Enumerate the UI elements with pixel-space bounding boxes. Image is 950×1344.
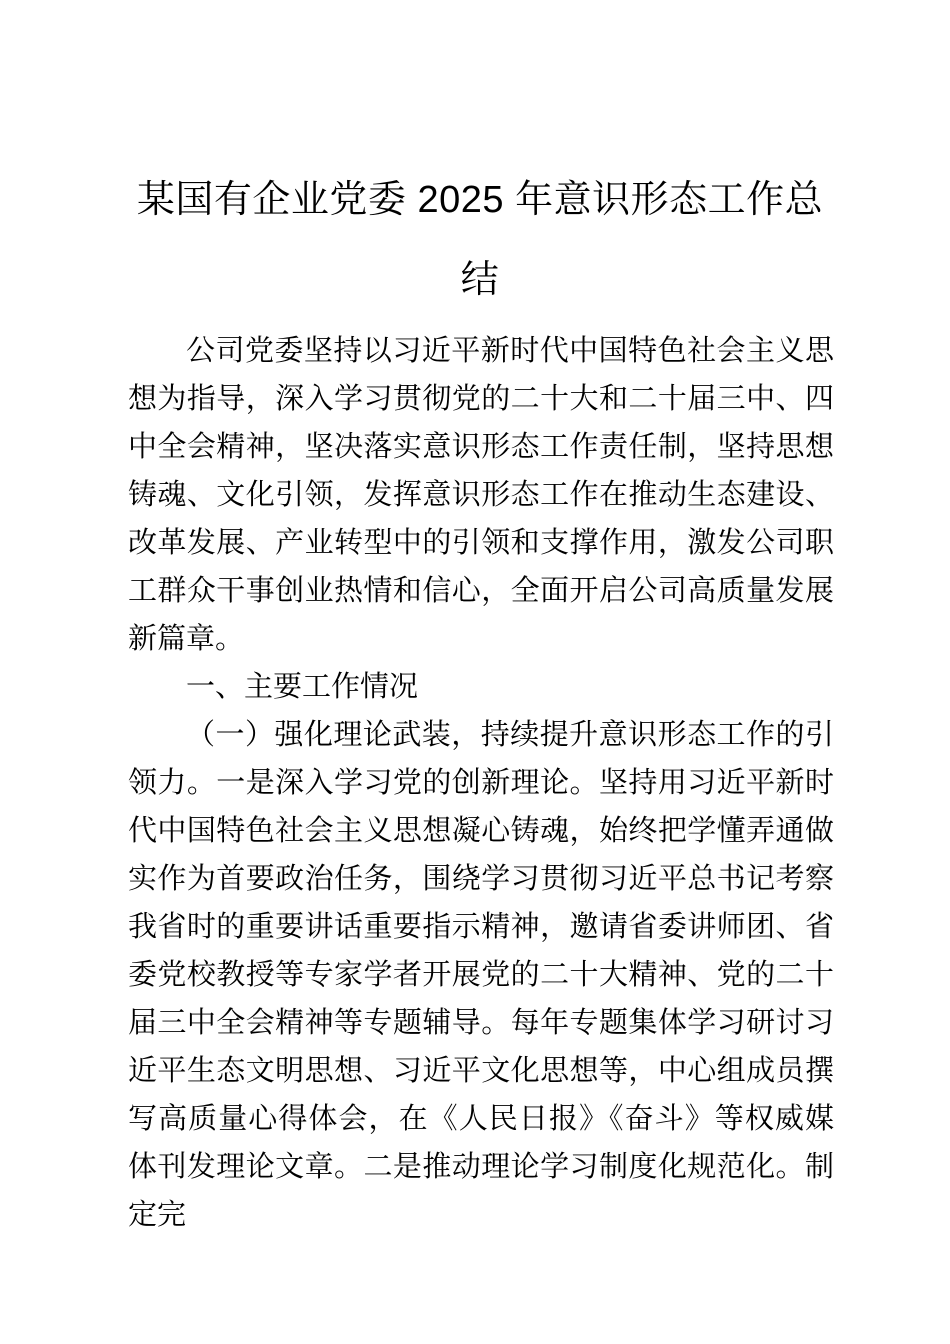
paragraph-subsection-one-one: （一）强化理论武装，持续提升意识形态工作的引领力。一是深入学习党的创新理论。坚持用习近平新时代中国特色社会主义思想凝心铸魂，始终把学懂弄通做实作为首要政治任务，围绕学习贯彻习近平总书记考察我省时的重要讲话重要指示精神，邀请省委讲师团、省委党校教授等专家学者开展党的二十大精神、党的二十届三中全会精神等专题辅导。每年专题集体学习研讨习近平生态文明思想、习近平文化思想等，中心组成员撰写高质量心得体会，在《人民日报》《奋斗》等权威媒体刊发理论文章。二是推动理论学习制度化规范化。制定完 [128,719,834,1231]
document-body [128,327,834,1239]
heading-section-one: 一、主要工作情况 [186,671,419,703]
paragraph-intro: 公司党委坚持以习近平新时代中国特色社会主义思想为指导，深入学习贯彻党的二十大和二十届三中、四中全会精神，坚决落实意识形态工作责任制，坚持思想铸魂、文化引领，发挥意识形态工作在推动生态建设、改革发展、产业转型中的引领和支撑作用，激发公司职工群众干事创业热情和信心，全面开启公司高质量发展新篇章。 [128,335,834,655]
document-title: 某国有企业党委 2025 年意识形态工作总结 [136,179,824,301]
